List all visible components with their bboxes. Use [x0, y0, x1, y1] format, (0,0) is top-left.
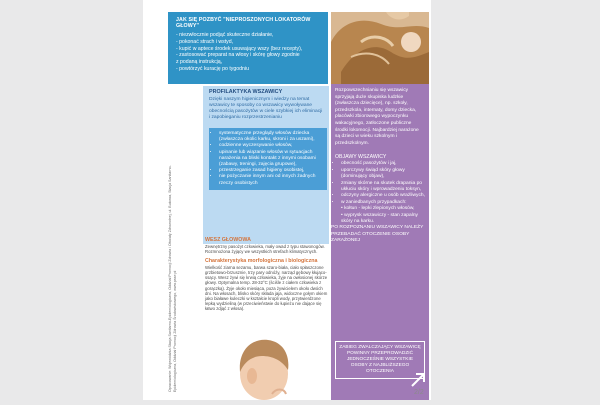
side-note-text: Opracowanie: Wojewódzka Stacja Sanitarno-Epidemiologiczna, Oddział Promocji Zdrowia i Oświaty Zdrowotnej, ul. Bukowa, Stacja Sanitarno-Epidemiologiczna, Oddział Promocji Zdrowia Środowiskowego, www.psse.pl: [168, 165, 177, 392]
list-item: - pokonać strach i wstyd,: [176, 38, 234, 45]
page-number: 2/2: [414, 389, 424, 396]
prevention-list: [213, 131, 324, 187]
symptoms-list: [331, 161, 429, 206]
list-item: • obecność pasożytów i jaj,: [341, 161, 425, 167]
blue-box-title: JAK SIĘ POZBYĆ "NIEPROSZONYCH LOKATORÓW GŁOWY": [176, 17, 311, 29]
list-item: • w zaniedbanych przypadkach:: [341, 200, 425, 206]
head-louse-section: [205, 238, 330, 316]
list-item: • nie pożyczanie innym ani od innych żadnych rzeczy osobistych: [219, 174, 324, 186]
head-louse-title: WESZ GŁOWOWA: [205, 237, 251, 243]
symptoms-title: OBJAWY WSZAWICY: [335, 154, 387, 161]
list-item: • wyprysk wszawiczy - stan zapalny skóry na karku.: [341, 212, 418, 224]
head-illustration: [232, 334, 292, 400]
list-item: • upinanie lub wiązanie włosów w sytuacjach narażenia na bliski kontakt z innymi osobami (zabawy, treningi, zajęcia grupowe),: [219, 150, 324, 169]
list-item: - kupić w aptece środek usuwający wszy (bez recepty),: [176, 45, 303, 52]
side-note: [168, 162, 194, 400]
alert-text: PO ROZPOZNANIU WSZAWICY NALEŻY PRZEBADAĆ OTOCZENIE OSOBY ZARAŻONEJ: [331, 225, 424, 243]
list-item: • codzienne wyczesywanie włosów,: [219, 143, 324, 149]
prevention-title: PROFILAKTYKA WSZAWICY: [209, 89, 283, 95]
arrow-icon: [408, 368, 430, 390]
final-notice: ZABIEG ZWALCZAJĄCY WSZAWICĘ POWINNY PRZEPROWADZIĆ JEDNOCZEŚNIE WSZYSTKIE OSOBY Z NAJBLIŻSZEGO OTOCZENIA: [335, 341, 425, 379]
list-item: • zmiany skórne na skutek drapania po ukłuciu skóry i wprowadzeniu toksyn,: [341, 181, 425, 194]
purple-column: [331, 84, 429, 400]
list-item: z podaną instrukcją,: [176, 59, 223, 66]
blue-box-list: [168, 32, 328, 73]
hair-photo: [331, 12, 429, 84]
list-item: - powtórzyć kurację po tygodniu: [176, 65, 249, 72]
prevention-section: [203, 86, 329, 244]
characteristics-title: Charakterystyka morfologiczna i biologiczna: [205, 257, 318, 264]
spread-intro: Rozpowszechnianiu się wszawicy sprzyjają duże skupiska ludzkie (zwłaszcza dziecięce), np. szkoły, przedszkola, internaty, domy dziecka, placówki zbiorowego wypoczynku wakacyjnego, zatłoczone publiczne środki lokomocji. Najbardziej narażone są dzieci w wieku szkolnym i przedszkolnym.: [335, 88, 419, 146]
prevention-list-box: [209, 128, 327, 190]
head-louse-text: Zewnętrzny pasożyt człowieka, mały owad z typu stawonogów. Rozmnożona żyjący we wszystkich strefach klimatycznych.: [205, 244, 325, 255]
list-item: • systematyczne przeglądy włosów dziecka (zwłaszcza okolic karku, skroni i za uszami),: [219, 131, 324, 143]
list-item: • odczyny alergiczne u osób wrażliwych,: [341, 193, 425, 199]
symptoms-sublist: [331, 206, 429, 225]
list-item: - zastosować preparat na włosy i skórę głowy zgodnie: [176, 52, 300, 59]
list-item: - niezwłocznie podjąć skuteczne działanie,: [176, 32, 274, 38]
characteristics-text: Wielkość ziarna sezamu, barwa szaro-biała, ciało spłaszczone grzbietowo-brzusznie, trzy pary odnóży, narząd gębowy kłująco-ssący. Wesz żywi się krwią człowieka, żyje na owłosionej skórze głowy. Optymalna temp. 28-32°C (ściśle z ciałem człowieka z gorączką). Żyje około miesiąca, poza żywicielem około dwóch dni. Na włosach, blisko skóry składa jaja, widoczne gołym okiem jako białawe kuleczki w kształcie kropli wody, przytwierdzone lepką wydzieliną (w przeciwieństwie do łupieżu nie dające się łatwo zdjąć z włosa).: [205, 264, 328, 312]
prevention-intro: Dzięki naszym higienicznym i wiedzy na temat wszawicy te sposoby co wszawicy wywoływane obecnością pasożytów w ciele szybkiej ich eliminacji i zapobieganiu rozprzestrzenianiu: [209, 97, 323, 120]
list-item: • przestrzeganie zasad higieny osobistej,: [219, 168, 324, 174]
blue-box: [168, 12, 328, 84]
list-item: • uporczywy świąd skóry głowy (dominujący objaw),: [341, 168, 425, 181]
list-item: • kołtun - lepki zlepionych włosów,: [341, 206, 415, 212]
